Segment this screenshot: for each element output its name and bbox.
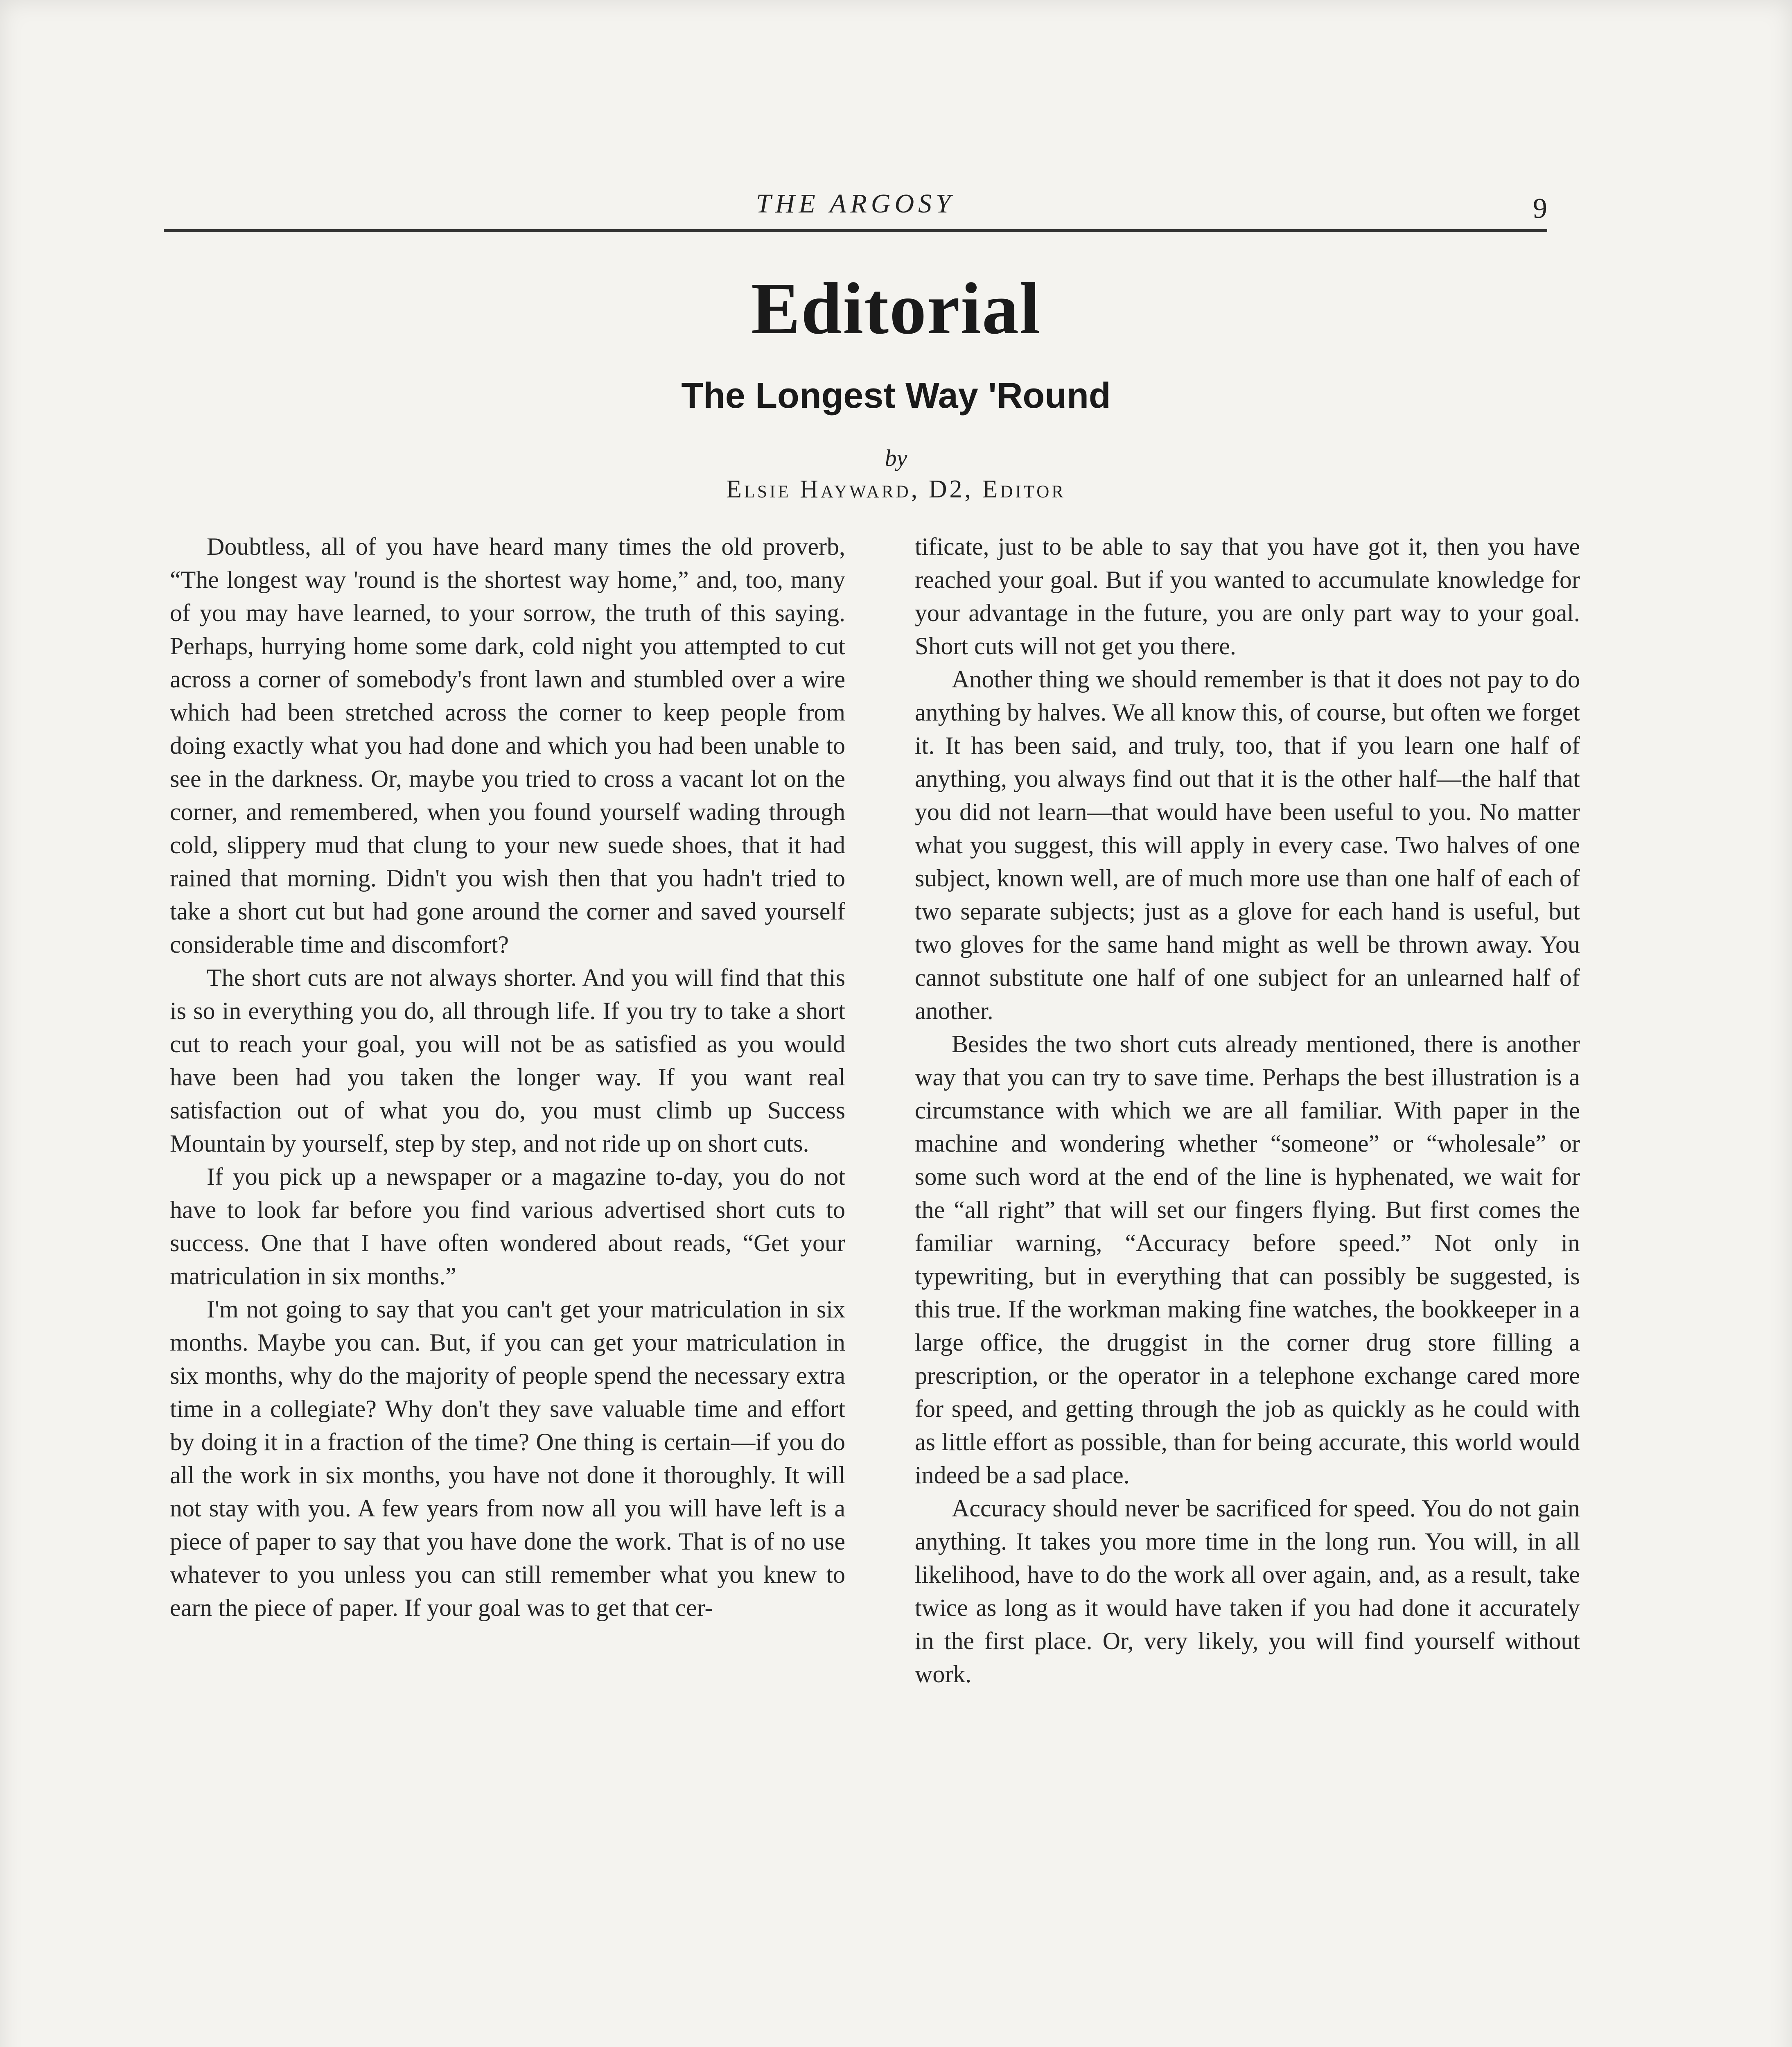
paragraph: I'm not going to say that you can't get your matriculation in six months. Maybe you can. But, if you can get your matriculation in six months, why do the majority of people spend the necessary extra time in a collegiate? Why don't they save valuable time and effort by doing it in a fraction of the time? One thing is certain—if you do all the work in six months, you have not done it thoroughly. It will not stay with you. A few years from now all you will have left is a piece of paper to say that you have done the work. That is of no use whatever to you unless you can still remember what you knew to earn the piece of paper. If your goal was to get that cer- <box>170 1296 845 1621</box>
byline-author: Elsie Hayward, D2, Editor <box>726 475 1066 503</box>
paragraph: tificate, just to be able to say that you have got it, then you have reached your goal. But if you wanted to accumulate knowledge for your advantage in the future, you are only part way to your goal. Short cuts will not get you there. <box>915 533 1580 660</box>
article-title: The Longest Way 'Round <box>681 375 1111 416</box>
byline-by: by <box>885 445 907 471</box>
paragraph: Another thing we should remember is that it does not pay to do anything by halves. We all know this, of course, but often we forget it. It has been said, and truly, too, that if you learn one half of anything, you always find out that it is the other half—the half that you did not learn—that would have been useful to you. No matter what you suggest, this will apply in every case. Two halves of one subject, known well, are of much more use than one half of each of two separate subjects; just as a glove for each hand is useful, but two gloves for the same hand might as well be thrown away. You cannot substitute one half of one subject for an unlearned half of another. <box>915 666 1580 1024</box>
page-number: 9 <box>1533 193 1547 224</box>
paragraph: If you pick up a newspaper or a magazine to-day, you do not have to look far before you find various advertised short cuts to success. One that I have often wondered about reads, “Get your matriculation in six months.” <box>170 1163 845 1290</box>
right-column <box>915 530 1580 1691</box>
left-column <box>170 530 845 1624</box>
paragraph: The short cuts are not always shorter. And you will find that this is so in everything you do, all through life. If you try to take a short cut to reach your goal, you will not be as satisfied as you would have been had you taken the longer way. If you want real satisfaction out of what you do, you must climb up Success Mountain by yourself, step by step, and not ride up on short cuts. <box>170 964 845 1157</box>
paragraph: Besides the two short cuts already mentioned, there is another way that you can try to save time. Perhaps the best illustration is a circumstance with which we are all familiar. With paper in the machine and wondering whether “someone” or “wholesale” or some such word at the end of the line is hyphenated, we wait for the “all right” that will set our fingers flying. But first comes the familiar warning, “Accuracy before speed.” Not only in typewriting, but in everything that can possibly be suggested, is this true. If the workman making fine watches, the bookkeeper in a large office, the druggist in the corner drug store filling a prescription, or the operator in a telephone exchange cared more for speed, and getting through the job as quickly as he could with as little effort as possible, than for being accurate, this world would indeed be a sad place. <box>915 1030 1580 1489</box>
paragraph: Doubtless, all of you have heard many times the old proverb, “The longest way 'round is the shortest way home,” and, too, many of you may have learned, to your sorrow, the truth of this saying. Perhaps, hurrying home some dark, cold night you attempted to cut across a corner of somebody's front lawn and stumbled over a wire which had been stretched across the corner to keep people from doing exactly what you had done and which you had been unable to see in the darkness. Or, maybe you tried to cross a vacant lot on the corner, and remembered, when you found yourself wading through cold, slippery mud that clung to your new suede shoes, that it had rained that morning. Didn't you wish then that you hadn't tried to take a short cut but had gone around the corner and saved yourself considerable time and discomfort? <box>170 533 845 958</box>
paragraph: Accuracy should never be sacrificed for speed. You do not gain anything. It takes you more time in the long run. You will, in all likelihood, have to do the work all over again, and, as a result, take twice as long as it would have taken if you had done it accurately in the first place. Or, very likely, you will find yourself without work. <box>915 1495 1580 1688</box>
section-heading: Editorial <box>751 268 1041 349</box>
journal-title: THE ARGOSY <box>756 189 955 219</box>
running-header <box>164 180 1547 232</box>
